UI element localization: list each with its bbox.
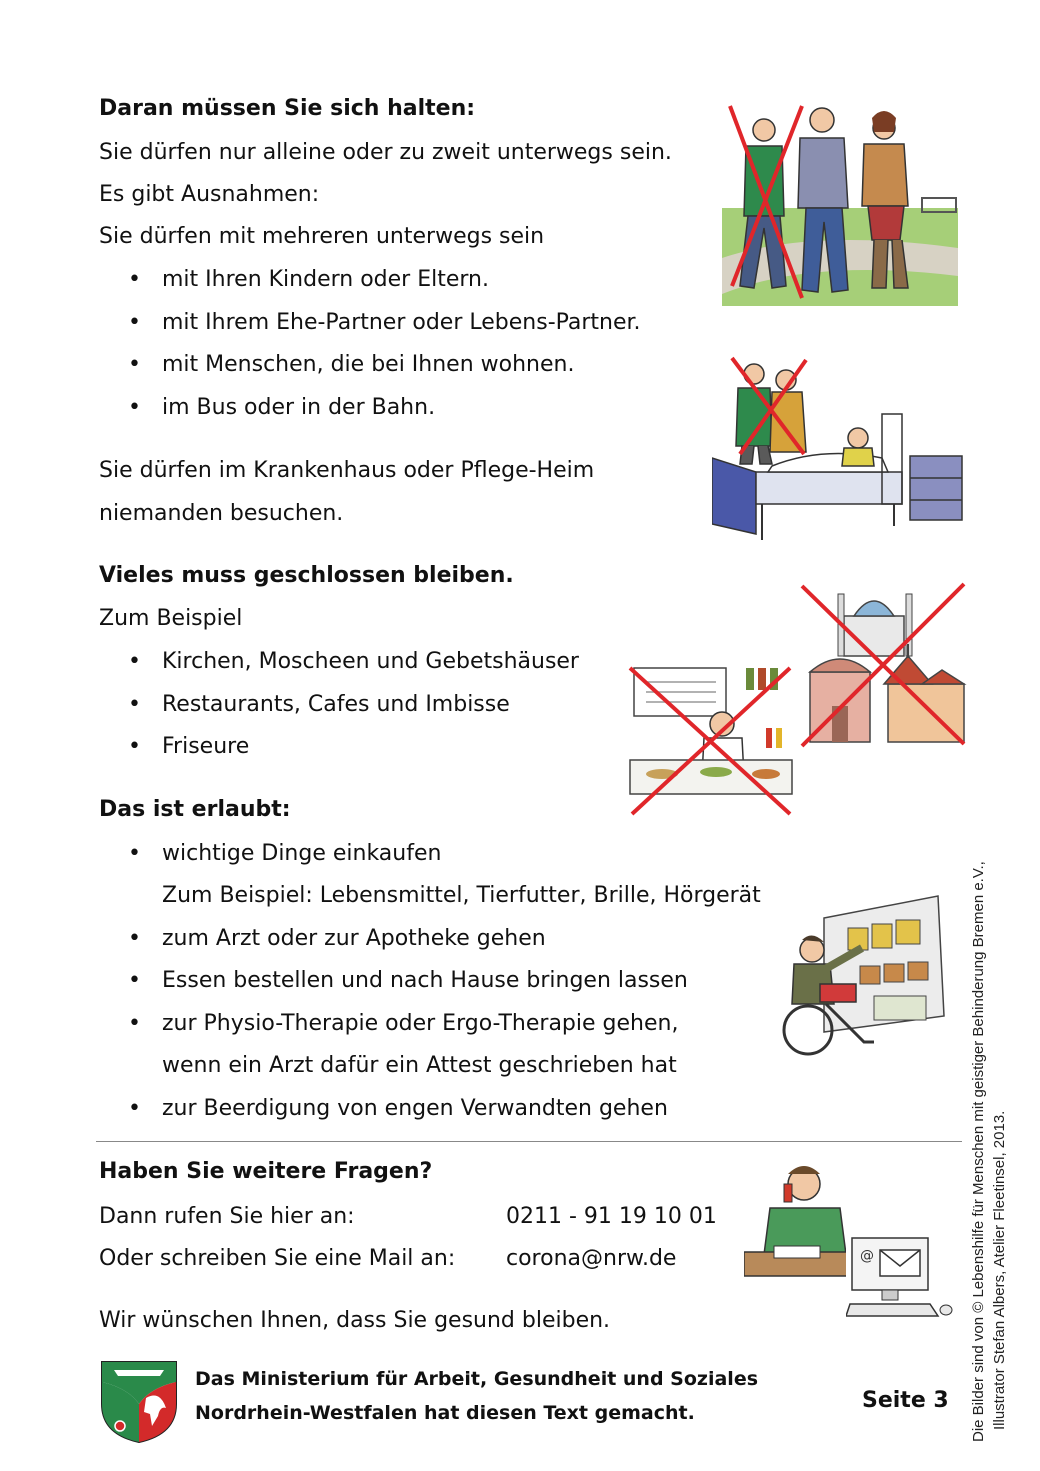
bullet-symbol: • (128, 692, 141, 717)
mail-address: corona@nrw.de (506, 1246, 677, 1271)
rules-line-2: Es gibt Ausnahmen: (99, 182, 320, 207)
allowed-bullet-3: Essen bestellen und nach Hause bringen lassen (162, 968, 688, 993)
shopping-illustration (764, 892, 948, 1060)
mail-label: Oder schreiben Sie eine Mail an: (99, 1246, 456, 1271)
allowed-bullet-1-continuation: Zum Beispiel: Lebensmittel, Tierfutter, Brille, Hörgerät (162, 883, 761, 908)
footer-line-2: Nordrhein-Westfalen hat diesen Text gemacht. (195, 1402, 695, 1424)
allowed-bullet-4: zur Physio-Therapie oder Ergo-Therapie gehen, (162, 1011, 679, 1036)
hospital-visit-illustration (712, 354, 966, 546)
allowed-bullet-4-continuation: wenn ein Arzt dafür ein Attest geschrieben hat (162, 1053, 677, 1078)
page-number: Seite 3 (862, 1388, 949, 1413)
phone-number: 0211 - 91 19 10 01 (506, 1204, 717, 1229)
contact-heading: Haben Sie weitere Fragen? (99, 1159, 433, 1184)
bullet-symbol: • (128, 968, 141, 993)
bullet-symbol: • (128, 310, 141, 335)
bullet-symbol: • (128, 1011, 141, 1036)
rules-bullet-3: mit Menschen, die bei Ihnen wohnen. (162, 352, 575, 377)
bullet-symbol: • (128, 926, 141, 951)
bullet-symbol: • (128, 395, 141, 420)
bullet-symbol: • (128, 267, 141, 292)
rules-line-3: Sie dürfen mit mehreren unterwegs sein (99, 224, 545, 249)
bullet-symbol: • (128, 352, 141, 377)
image-credit (968, 861, 1010, 1442)
rules-line-1: Sie dürfen nur alleine oder zu zweit unterwegs sein. (99, 140, 672, 165)
rules-bullet-1: mit Ihren Kindern oder Eltern. (162, 267, 489, 292)
places-of-worship-illustration (796, 580, 968, 748)
hospital-line-2: niemanden besuchen. (99, 501, 344, 526)
closed-intro: Zum Beispiel (99, 606, 243, 631)
allowed-bullet-2: zum Arzt oder zur Apotheke gehen (162, 926, 546, 951)
section-divider (96, 1141, 962, 1142)
bullet-symbol: • (128, 841, 141, 866)
closed-bullet-1: Kirchen, Moscheen und Gebetshäuser (162, 649, 579, 674)
allowed-bullet-1: wichtige Dinge einkaufen (162, 841, 442, 866)
bullet-symbol: • (128, 1096, 141, 1121)
phone-label: Dann rufen Sie hier an: (99, 1204, 355, 1229)
snack-bar-illustration (626, 664, 796, 818)
allowed-heading: Das ist erlaubt: (99, 797, 291, 822)
rules-heading: Daran müssen Sie sich halten: (99, 96, 476, 121)
nrw-coat-of-arms-logo (100, 1360, 178, 1444)
rules-bullet-4: im Bus oder in der Bahn. (162, 395, 436, 420)
rules-bullet-2: mit Ihrem Ehe-Partner oder Lebens-Partner. (162, 310, 641, 335)
image-credit-line-2: Illustrator Stefan Albers, Atelier Fleetinsel, 2013. (991, 1110, 1008, 1430)
computer-mail-illustration (846, 1234, 954, 1320)
closed-heading: Vieles muss geschlossen bleiben. (99, 563, 514, 588)
bullet-symbol: • (128, 649, 141, 674)
hospital-line-1: Sie dürfen im Krankenhaus oder Pflege-Heim (99, 458, 595, 483)
svg-text:@: @ (860, 1248, 874, 1264)
image-credit-line-1: Die Bilder sind von © Lebenshilfe für Menschen mit geistiger Behinderung Bremen e.V., (970, 861, 987, 1442)
footer-line-1: Das Ministerium für Arbeit, Gesundheit und Soziales (195, 1368, 759, 1390)
closing-line: Wir wünschen Ihnen, dass Sie gesund bleiben. (99, 1308, 611, 1333)
bullet-symbol: • (128, 734, 141, 759)
allowed-bullet-5: zur Beerdigung von engen Verwandten gehen (162, 1096, 668, 1121)
closed-bullet-2: Restaurants, Cafes und Imbisse (162, 692, 510, 717)
closed-bullet-3: Friseure (162, 734, 250, 759)
walking-group-illustration (722, 98, 958, 306)
